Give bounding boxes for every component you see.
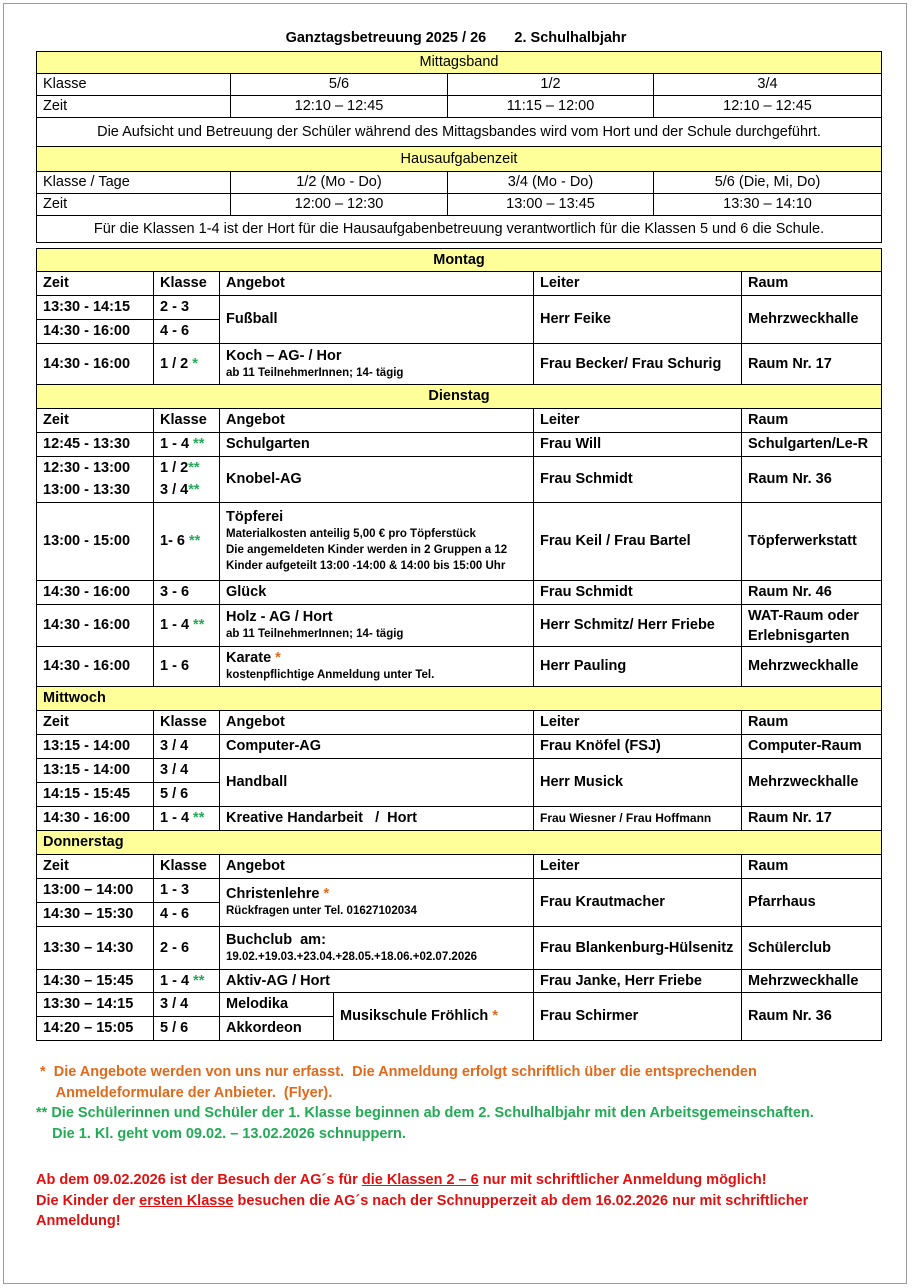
raum-cell: Schulgarten/Le-R — [742, 433, 882, 457]
col-klasse: Klasse — [154, 272, 220, 296]
star-marker: * — [492, 1008, 498, 1024]
angebot-cell: Aktiv-AG / Hort — [220, 970, 534, 993]
klasse-cell: 1 / 2** — [154, 457, 220, 480]
raum-cell: Raum Nr. 17 — [742, 807, 882, 831]
angebot-cell: Handball — [220, 759, 534, 807]
angebot-cell: Buchclub am: 19.02.+19.03.+23.04.+28.05.+18.06.+02.07.2026 — [220, 927, 534, 970]
note-double-star: ** Die Schülerinnen und Schüler der 1. Klasse beginnen ab dem 2. Schulhalbjahr mit den Arbeitsgemeinschaften. Die 1. Kl. geht vom 09.02. – 13.02.2026 schnuppern. — [36, 1105, 814, 1142]
zeit-cell: 14:30 - 16:00 — [37, 344, 154, 385]
leiter-cell: Frau Schmidt — [534, 457, 742, 503]
col-leiter: Leiter — [534, 409, 742, 433]
mb-klasse-34: 3/4 — [654, 74, 882, 96]
col-zeit: Zeit — [37, 272, 154, 296]
col-klasse: Klasse — [154, 711, 220, 735]
leiter-cell: Frau Blankenburg-Hülsenitz — [534, 927, 742, 970]
zeit-cell: 14:30 - 16:00 — [37, 807, 154, 831]
col-raum: Raum — [742, 711, 882, 735]
angebot-note: ab 11 TeilnehmerInnen; 14- tägig — [226, 628, 404, 640]
col-raum: Raum — [742, 409, 882, 433]
mb-klasse-56: 5/6 — [231, 74, 448, 96]
star-marker: ** — [193, 972, 205, 989]
leiter-cell: Frau Keil / Frau Bartel — [534, 503, 742, 581]
ha-klasse-12: 1/2 (Mo - Do) — [231, 172, 448, 194]
klasse-cell: 5 / 6 — [154, 1017, 220, 1041]
ha-zeit-label: Zeit — [37, 194, 231, 216]
klasse-cell: 1 - 3 — [154, 879, 220, 903]
col-zeit: Zeit — [37, 711, 154, 735]
zeit-cell: 13:00 - 13:30 — [37, 480, 154, 503]
star-marker: ** — [193, 810, 205, 826]
angebot-note: Die angemeldeten Kinder werden in 2 Gruppen a 12 — [226, 544, 508, 556]
col-klasse: Klasse — [154, 855, 220, 879]
ha-klasse-label: Klasse / Tage — [37, 172, 231, 194]
registration-notice — [36, 1170, 881, 1232]
raum-cell: Mehrzweckhalle — [742, 296, 882, 344]
ha-klasse-56: 5/6 (Die, Mi, Do) — [654, 172, 882, 194]
star-marker: ** — [189, 533, 201, 549]
ha-zeit-34: 13:00 – 13:45 — [448, 194, 654, 216]
mb-zeit-56: 12:10 – 12:45 — [231, 96, 448, 118]
col-leiter: Leiter — [534, 711, 742, 735]
klasse-cell: 3 / 4** — [154, 480, 220, 503]
klasse-cell: 3 / 4 — [154, 759, 220, 783]
mb-zeit-label: Zeit — [37, 96, 231, 118]
klasse-cell: 1 - 4 ** — [154, 433, 220, 457]
klasse-cell: 3 / 4 — [154, 993, 220, 1017]
raum-cell: Schülerclub — [742, 927, 882, 970]
angebot-cell: Töpferei Materialkosten anteilig 5,00 € pro Töpferstück Die angemeldeten Kinder werden in 2 Gruppen a 12 Kinder aufgeteilt 13:00 -14:00 & 14:00 bis 15:00 Uhr — [220, 503, 534, 581]
star-marker: ** — [193, 436, 205, 452]
leiter-cell: Herr Pauling — [534, 647, 742, 687]
col-klasse: Klasse — [154, 409, 220, 433]
raum-cell: Raum Nr. 46 — [742, 581, 882, 605]
star-marker: * — [323, 886, 330, 902]
klasse-cell: 1- 6 ** — [154, 503, 220, 581]
zeit-cell: 14:30 - 16:00 — [37, 320, 154, 344]
page-title: Ganztagsbetreuung 2025 / 26 2. Schulhalbjahr — [285, 30, 627, 46]
angebot-cell: Computer-AG — [220, 735, 534, 759]
angebot-cell: Knobel-AG — [220, 457, 534, 503]
leiter-cell: Frau Janke, Herr Friebe — [534, 970, 742, 993]
raum-cell: Computer-Raum — [742, 735, 882, 759]
col-leiter: Leiter — [534, 272, 742, 296]
hausaufgaben-note: Für die Klassen 1-4 ist der Hort für die Hausaufgabenbetreuung verantwortlich für die Klassen 5 und 6 die Schule. — [37, 216, 882, 243]
raum-cell: Mehrzweckhalle — [742, 759, 882, 807]
col-angebot: Angebot — [220, 409, 534, 433]
leiter-cell: Frau Will — [534, 433, 742, 457]
klasse-cell: 1 / 2 * — [154, 344, 220, 385]
notice-line-3: Anmeldung! — [36, 1213, 121, 1229]
ha-zeit-12: 12:00 – 12:30 — [231, 194, 448, 216]
mittagsband-heading: Mittagsband — [37, 52, 882, 74]
schedule-table — [36, 248, 882, 1041]
col-zeit: Zeit — [37, 409, 154, 433]
zeit-cell: 13:30 – 14:15 — [37, 993, 154, 1017]
raum-cell: WAT-Raum oder Erlebnisgarten — [742, 605, 882, 647]
klasse-cell: 4 - 6 — [154, 320, 220, 344]
raum-cell: Töpferwerkstatt — [742, 503, 882, 581]
angebot-cell: Fußball — [220, 296, 534, 344]
day-montag: Montag — [37, 249, 882, 272]
raum-cell: Pfarrhaus — [742, 879, 882, 927]
col-angebot: Angebot — [220, 711, 534, 735]
klasse-cell: 1 - 4 ** — [154, 807, 220, 831]
klasse-cell: 3 - 6 — [154, 581, 220, 605]
raum-cell: Mehrzweckhalle — [742, 647, 882, 687]
zeit-cell: 14:30 – 15:30 — [37, 903, 154, 927]
angebot-note: kostenpflichtige Anmeldung unter Tel. — [226, 669, 435, 681]
klasse-cell: 5 / 6 — [154, 783, 220, 807]
notice-line-2: Die Kinder der ersten Klasse besuchen die AG´s nach der Schnupperzeit ab dem 16.02.2026 nur mit schriftlicher — [36, 1192, 809, 1209]
klasse-cell: 2 - 6 — [154, 927, 220, 970]
day-mittwoch: Mittwoch — [37, 687, 882, 711]
angebot-note: Kinder aufgeteilt 13:00 -14:00 & 14:00 bis 15:00 Uhr — [226, 560, 506, 572]
zeit-cell: 14:30 - 16:00 — [37, 581, 154, 605]
footnotes — [36, 1062, 881, 1144]
ha-zeit-56: 13:30 – 14:10 — [654, 194, 882, 216]
angebot-cell: Karate * kostenpflichtige Anmeldung unter Tel. — [220, 647, 534, 687]
angebot-cell: Glück — [220, 581, 534, 605]
star-marker: * — [192, 355, 198, 372]
leiter-cell: Frau Becker/ Frau Schurig — [534, 344, 742, 385]
mb-zeit-34: 12:10 – 12:45 — [654, 96, 882, 118]
angebot-cell: Koch – AG- / Hor ab 11 TeilnehmerInnen; 14- tägig — [220, 344, 534, 385]
angebot-cell: Christenlehre * Rückfragen unter Tel. 01627102034 — [220, 879, 534, 927]
col-raum: Raum — [742, 855, 882, 879]
notice-line-1: Ab dem 09.02.2026 ist der Besuch der AG´s für die Klassen 2 – 6 nur mit schriftlicher Anmeldung möglich! — [36, 1172, 767, 1188]
zeit-cell: 12:30 - 13:00 — [37, 457, 154, 480]
anbieter-cell: Musikschule Fröhlich * — [334, 993, 534, 1041]
leiter-cell: Herr Musick — [534, 759, 742, 807]
leiter-cell: Herr Schmitz/ Herr Friebe — [534, 605, 742, 647]
leiter-cell: Frau Schmidt — [534, 581, 742, 605]
mb-klasse-12: 1/2 — [448, 74, 654, 96]
klasse-cell: 3 / 4 — [154, 735, 220, 759]
raum-cell: Raum Nr. 36 — [742, 993, 882, 1041]
angebot-note: ab 11 TeilnehmerInnen; 14- tägig — [226, 366, 404, 379]
zeit-cell: 14:30 - 16:00 — [37, 605, 154, 647]
star-marker: ** — [193, 617, 205, 633]
klasse-cell: 4 - 6 — [154, 903, 220, 927]
col-angebot: Angebot — [220, 855, 534, 879]
mb-klasse-label: Klasse — [37, 74, 231, 96]
col-angebot: Angebot — [220, 272, 534, 296]
ha-klasse-34: 3/4 (Mo - Do) — [448, 172, 654, 194]
angebot-cell: Kreative Handarbeit / Hort — [220, 807, 534, 831]
note-single-star: * Die Angebote werden von uns nur erfasst. Die Anmeldung erfolgt schriftlich über die entsprechenden Anmeldeformulare der Anbieter. (Flyer). — [36, 1064, 757, 1101]
klasse-cell: 1 - 4 ** — [154, 970, 220, 993]
klasse-cell: 2 - 3 — [154, 296, 220, 320]
raum-cell: Mehrzweckhalle — [742, 970, 882, 993]
star-marker: ** — [188, 459, 200, 476]
klasse-cell: 1 - 6 — [154, 647, 220, 687]
klasse-cell: 1 - 4 ** — [154, 605, 220, 647]
zeit-cell: 12:45 - 13:30 — [37, 433, 154, 457]
angebot-note: Materialkosten anteilig 5,00 € pro Töpferstück — [226, 528, 476, 540]
day-dienstag: Dienstag — [37, 385, 882, 409]
hausaufgaben-heading: Hausaufgabenzeit — [37, 147, 882, 172]
col-raum: Raum — [742, 272, 882, 296]
mittagsband-note: Die Aufsicht und Betreuung der Schüler während des Mittagsbandes wird vom Hort und der Schule durchgeführt. — [37, 118, 882, 147]
star-marker: ** — [188, 482, 200, 499]
angebot-cell: Schulgarten — [220, 433, 534, 457]
angebot-note: Rückfragen unter Tel. 01627102034 — [226, 905, 417, 917]
leiter-cell: Frau Wiesner / Frau Hoffmann — [534, 807, 742, 831]
day-donnerstag: Donnerstag — [37, 831, 882, 855]
star-marker: * — [275, 650, 281, 666]
angebot-note: 19.02.+19.03.+23.04.+28.05.+18.06.+02.07.2026 — [226, 950, 478, 963]
zeit-cell: 13:15 - 14:00 — [37, 735, 154, 759]
zeit-cell: 14:15 - 15:45 — [37, 783, 154, 807]
col-leiter: Leiter — [534, 855, 742, 879]
angebot-cell: Akkordeon — [220, 1017, 334, 1041]
leiter-cell: Frau Schirmer — [534, 993, 742, 1041]
raum-cell: Raum Nr. 17 — [742, 344, 882, 385]
zeit-cell: 13:30 – 14:30 — [37, 927, 154, 970]
raum-cell: Raum Nr. 36 — [742, 457, 882, 503]
zeit-cell: 13:15 - 14:00 — [37, 759, 154, 783]
mittagsband-table — [36, 51, 882, 243]
leiter-cell: Herr Feike — [534, 296, 742, 344]
zeit-cell: 13:00 – 14:00 — [37, 879, 154, 903]
zeit-cell: 14:30 – 15:45 — [37, 970, 154, 993]
zeit-cell: 13:30 - 14:15 — [37, 296, 154, 320]
angebot-cell: Melodika — [220, 993, 334, 1017]
leiter-cell: Frau Knöfel (FSJ) — [534, 735, 742, 759]
zeit-cell: 14:30 - 16:00 — [37, 647, 154, 687]
angebot-cell: Holz - AG / Hort ab 11 TeilnehmerInnen; 14- tägig — [220, 605, 534, 647]
leiter-cell: Frau Krautmacher — [534, 879, 742, 927]
mb-zeit-12: 11:15 – 12:00 — [448, 96, 654, 118]
col-zeit: Zeit — [37, 855, 154, 879]
zeit-cell: 13:00 - 15:00 — [37, 503, 154, 581]
zeit-cell: 14:20 – 15:05 — [37, 1017, 154, 1041]
